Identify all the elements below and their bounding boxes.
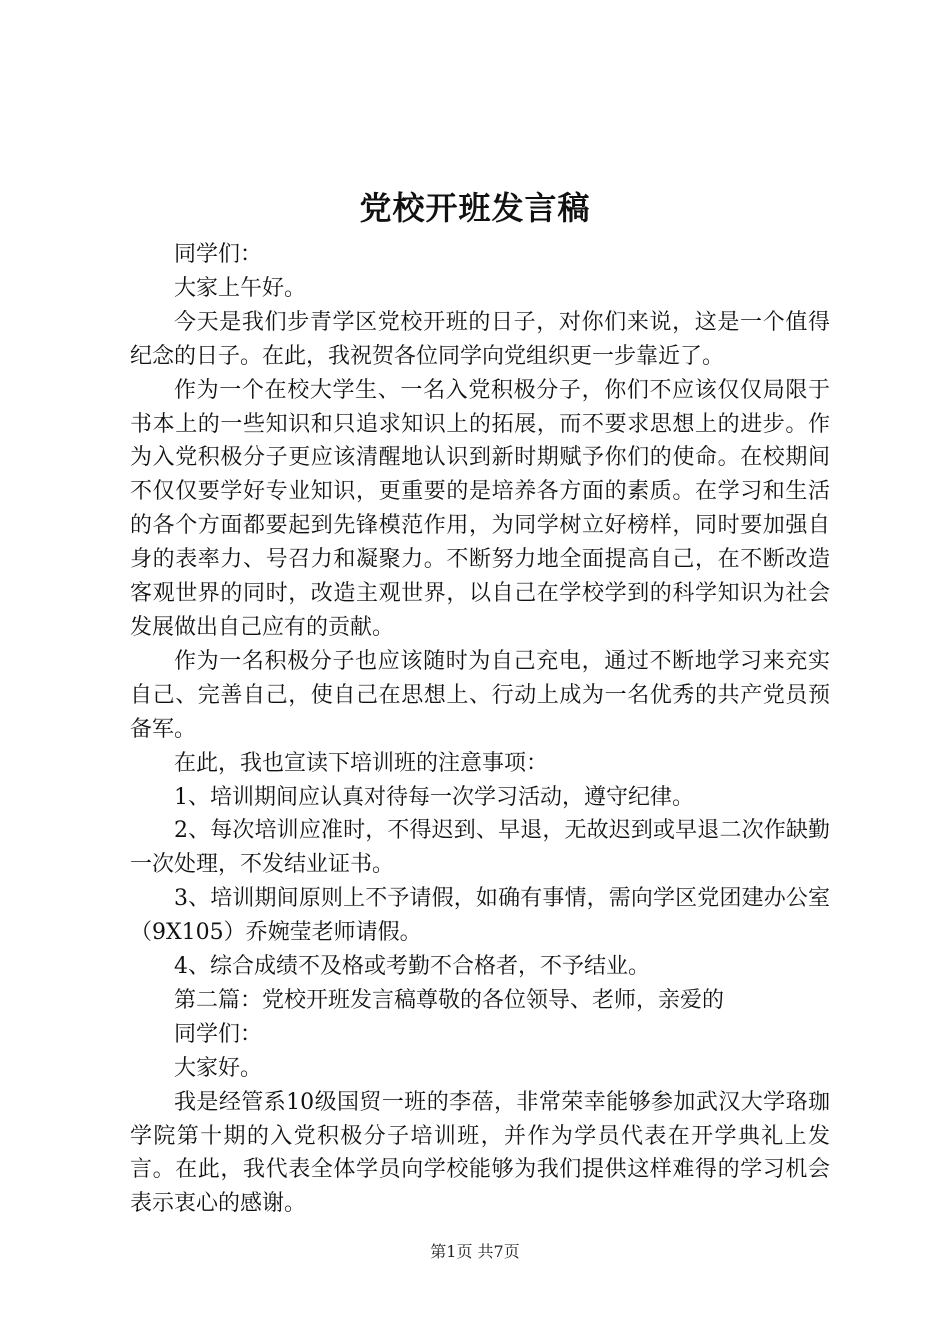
paragraph-notice-intro: 在此，我也宣读下培训班的注意事项：	[174, 750, 549, 776]
paragraph-mission: 作为一个在校大学生、一名入党积极分子，你们不应该仅仅局限于书本上的一些知识和只追求知识上的拓展，而不要求思想上的进步。作为入党积极分子更应该清醒地认识到新时期赋予你们的使命。在校期间不仅仅要学好专业知识，更重要的是培养各方面的素质。在学习和生活的各个方面都要起到先锋模范作用，为同学树立好榜样，同时要加强自身的表率力、号召力和凝聚力。不断努力地全面提高自己，在不断改造客观世界的同时，改造主观世界，以自己在学校学到的科学知识为社会发展做出自己应有的贡献。	[130, 377, 830, 640]
document-body	[130, 238, 830, 1221]
notice-item-3: 3、培训期间原则上不予请假，如确有事情，需向学区党团建办公室（9X105）乔婉莹老师请假。	[130, 886, 830, 946]
paragraph-morning: 大家上午好。	[174, 275, 307, 301]
notice-item-2: 2、每次培训应准时，不得迟到、早退，无故迟到或早退二次作缺勤一次处理，不发结业证书。	[130, 818, 830, 878]
paragraph-greeting: 同学们：	[174, 242, 263, 267]
page-number-footer: 第1页 共7页	[430, 1242, 520, 1261]
paragraph-second-article-heading: 第二篇：党校开班发言稿尊敬的各位领导、老师，亲爱的	[174, 987, 725, 1013]
paragraph-self-improvement: 作为一名积极分子也应该随时为自己充电，通过不断地学习来充实自己、完善自己，使自己在思想上、行动上成为一名优秀的共产党员预备军。	[130, 648, 830, 742]
document-title: 党校开班发言稿	[359, 189, 591, 227]
notice-item-1: 1、培训期间应认真对待每一次学习活动，遵守纪律。	[174, 784, 694, 810]
notice-item-4: 4、综合成绩不及格或考勤不合格者，不予结业。	[174, 954, 650, 980]
paragraph-second-greeting: 同学们：	[174, 1021, 263, 1047]
paragraph-second-hello: 大家好。	[174, 1055, 263, 1081]
paragraph-opening: 今天是我们步青学区党校开班的日子，对你们来说，这是一个值得纪念的日子。在此，我祝贺各位同学向党组织更一步靠近了。	[130, 309, 830, 369]
paragraph-speaker-intro: 我是经管系10级国贸一班的李蓓，非常荣幸能够参加武汉大学珞珈学院第十期的入党积极分子培训班，并作为学员代表在开学典礼上发言。在此，我代表全体学员向学校能够为我们提供这样难得的学习机会表示衷心的感谢。	[130, 1089, 830, 1217]
